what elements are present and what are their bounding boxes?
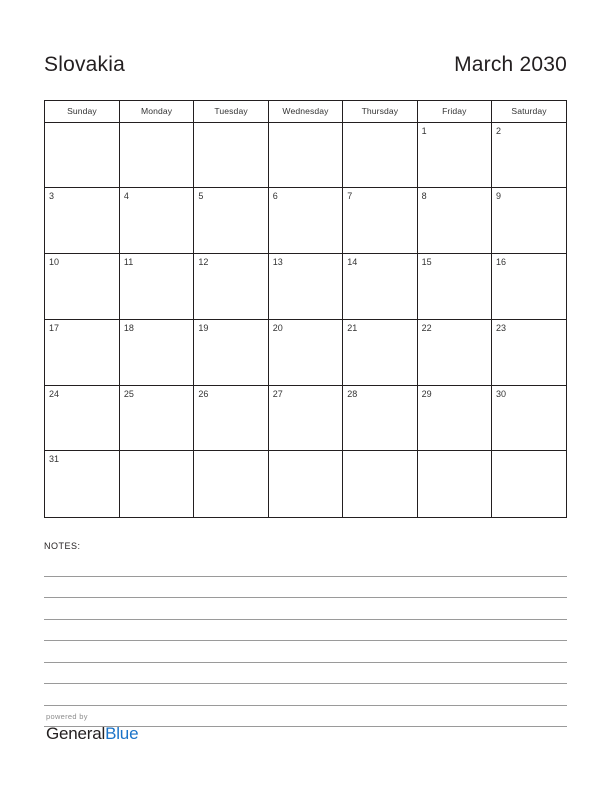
weekday-header-saturday: Saturday (492, 101, 566, 122)
notes-section (44, 540, 567, 727)
calendar-week-row (45, 385, 566, 451)
day-number: 29 (421, 388, 432, 399)
calendar-day-cell[interactable] (343, 254, 417, 320)
calendar-day-cell[interactable] (194, 254, 268, 320)
day-number: 18 (123, 322, 134, 333)
day-number (273, 454, 342, 465)
day-number: 10 (49, 257, 60, 268)
day-number: 24 (49, 388, 60, 399)
calendar-body (45, 122, 566, 517)
calendar-day-cell[interactable] (194, 451, 268, 517)
calendar-day-cell[interactable] (492, 451, 566, 517)
calendar-week-row (45, 188, 566, 254)
calendar-day-cell[interactable] (268, 319, 342, 385)
calendar-day-cell[interactable] (343, 188, 417, 254)
calendar-day-cell[interactable] (45, 122, 119, 188)
weekday-header-wednesday: Wednesday (268, 101, 342, 122)
day-number: 16 (496, 257, 507, 268)
day-number: 30 (496, 388, 507, 399)
day-number: 17 (49, 322, 60, 333)
day-number: 5 (198, 191, 204, 202)
powered-by-label: powered by (46, 712, 88, 721)
calendar-day-cell[interactable] (119, 385, 193, 451)
calendar-day-cell[interactable] (268, 385, 342, 451)
day-number: 20 (272, 322, 283, 333)
calendar-day-cell[interactable] (194, 385, 268, 451)
notes-label: NOTES: (44, 541, 81, 551)
day-number: 4 (123, 191, 129, 202)
day-number: 9 (496, 191, 502, 202)
calendar-day-cell[interactable] (492, 188, 566, 254)
calendar-day-cell[interactable] (45, 451, 119, 517)
calendar-day-cell[interactable] (417, 319, 491, 385)
notes-line[interactable] (44, 641, 567, 663)
day-number: 31 (49, 454, 60, 465)
day-number: 23 (496, 322, 507, 333)
calendar-day-cell[interactable] (194, 188, 268, 254)
day-number: 11 (123, 257, 134, 268)
day-number: 15 (421, 257, 432, 268)
calendar-day-cell[interactable] (417, 122, 491, 188)
day-number: 21 (347, 322, 358, 333)
calendar-day-cell[interactable] (417, 451, 491, 517)
weekday-header-friday: Friday (417, 101, 491, 122)
calendar-week-row (45, 451, 566, 517)
calendar-day-cell[interactable] (45, 188, 119, 254)
day-number (273, 126, 342, 137)
calendar-day-cell[interactable] (343, 122, 417, 188)
calendar-grid (44, 100, 567, 518)
calendar-week-row (45, 319, 566, 385)
day-number (124, 126, 193, 137)
day-number: 22 (421, 322, 432, 333)
day-number (49, 126, 119, 137)
day-number: 1 (421, 125, 427, 136)
calendar-week-row (45, 122, 566, 188)
calendar-week-row (45, 254, 566, 320)
calendar-day-cell[interactable] (268, 451, 342, 517)
calendar-day-cell[interactable] (45, 319, 119, 385)
day-number: 28 (347, 388, 358, 399)
day-number: 26 (198, 388, 209, 399)
calendar-day-cell[interactable] (343, 385, 417, 451)
calendar-day-cell[interactable] (268, 122, 342, 188)
day-number: 13 (272, 257, 283, 268)
calendar-day-cell[interactable] (119, 319, 193, 385)
calendar-day-cell[interactable] (119, 451, 193, 517)
calendar-day-cell[interactable] (492, 122, 566, 188)
brand-name-second: Blue (105, 724, 139, 743)
day-number (124, 454, 193, 465)
calendar-day-cell[interactable] (194, 319, 268, 385)
weekday-header-thursday: Thursday (343, 101, 417, 122)
calendar-day-cell[interactable] (417, 188, 491, 254)
notes-line[interactable] (44, 577, 567, 599)
day-number (422, 454, 491, 465)
notes-line[interactable] (44, 663, 567, 685)
country-title: Slovakia (44, 53, 125, 76)
calendar-day-cell[interactable] (492, 319, 566, 385)
calendar-day-cell[interactable] (417, 254, 491, 320)
footer-branding (46, 712, 346, 744)
day-number: 19 (198, 322, 209, 333)
calendar-day-cell[interactable] (119, 188, 193, 254)
day-number (347, 126, 416, 137)
calendar-day-cell[interactable] (45, 385, 119, 451)
day-number: 3 (49, 191, 55, 202)
day-number: 7 (347, 191, 353, 202)
day-number (347, 454, 416, 465)
calendar-day-cell[interactable] (343, 451, 417, 517)
day-number: 12 (198, 257, 209, 268)
notes-line[interactable] (44, 555, 567, 577)
notes-line[interactable] (44, 684, 567, 706)
calendar-day-cell[interactable] (417, 385, 491, 451)
calendar-day-cell[interactable] (119, 122, 193, 188)
day-number: 14 (347, 257, 358, 268)
weekday-header-tuesday: Tuesday (194, 101, 268, 122)
weekday-header-sunday: Sunday (45, 101, 119, 122)
calendar-day-cell[interactable] (492, 385, 566, 451)
day-number (198, 454, 267, 465)
calendar-day-cell[interactable] (492, 254, 566, 320)
day-number: 27 (272, 388, 283, 399)
calendar-day-cell[interactable] (194, 122, 268, 188)
notes-line[interactable] (44, 598, 567, 620)
day-number (496, 454, 566, 465)
day-number (198, 126, 267, 137)
day-number: 25 (123, 388, 134, 399)
day-number: 2 (496, 125, 502, 136)
weekday-header-monday: Monday (119, 101, 193, 122)
calendar-day-cell[interactable] (45, 254, 119, 320)
notes-line[interactable] (44, 620, 567, 642)
brand-name-first: General (46, 724, 106, 743)
calendar-day-cell[interactable] (268, 188, 342, 254)
calendar-day-cell[interactable] (268, 254, 342, 320)
page-header (44, 52, 567, 86)
calendar-day-cell[interactable] (343, 319, 417, 385)
brand-logo[interactable] (46, 723, 346, 744)
month-year-title: March 2030 (454, 53, 567, 76)
calendar-day-cell[interactable] (119, 254, 193, 320)
day-number: 8 (421, 191, 427, 202)
weekday-header-row (45, 101, 566, 122)
day-number: 6 (272, 191, 278, 202)
